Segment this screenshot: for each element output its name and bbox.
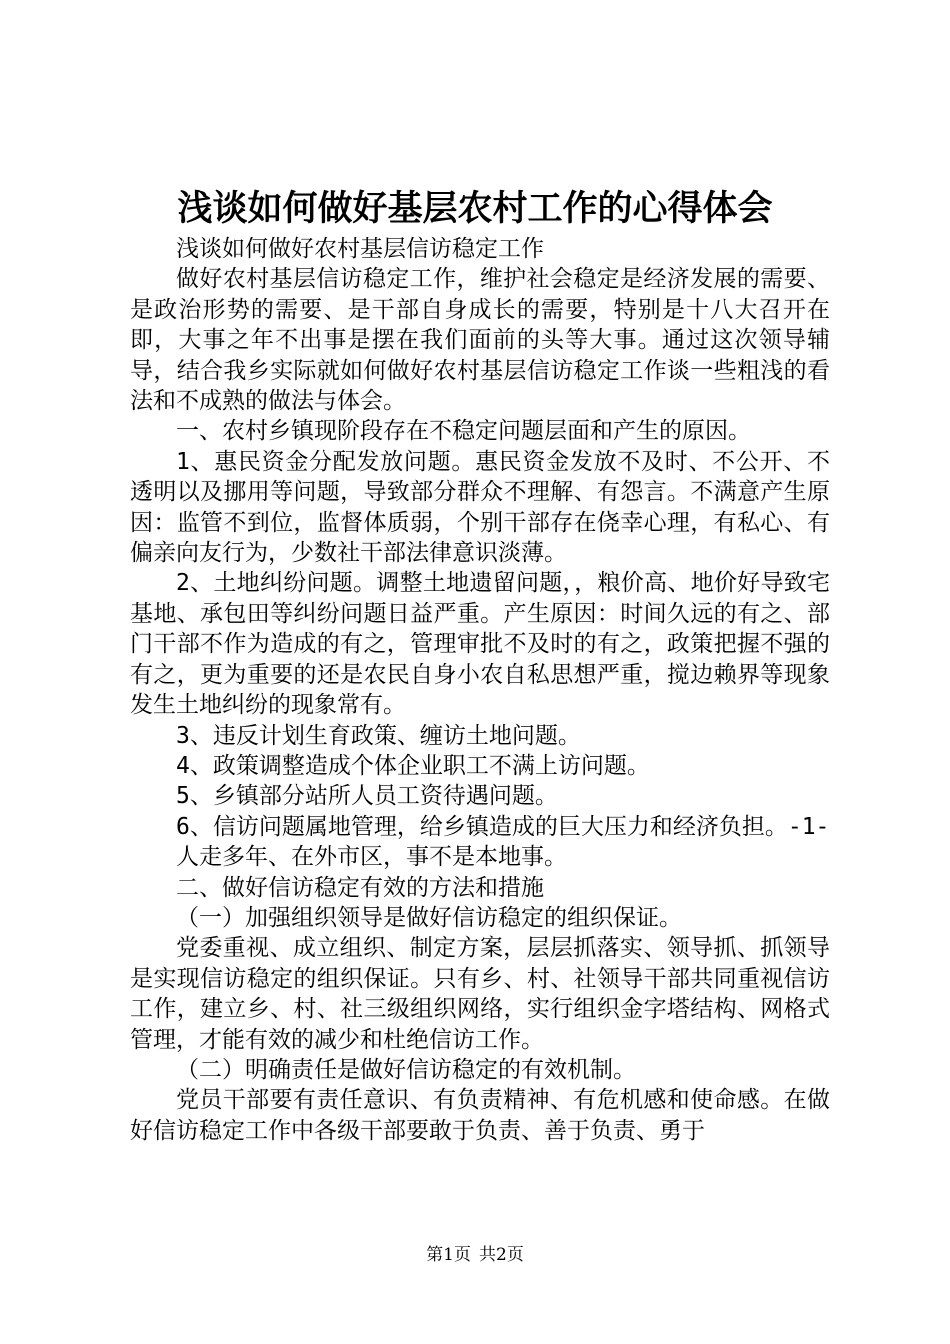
- body-paragraph: 党委重视、成立组织、制定方案，层层抓落实、领导抓、抓领导是实现信访稳定的组织保证。只有乡、村、社领导干部共同重视信访工作，建立乡、村、社三级组织网络，实行组织金字塔结构、网格式管理，才能有效的减少和杜绝信访工作。: [130, 935, 830, 1053]
- document-body: [130, 234, 830, 1146]
- list-item: 5、乡镇部分站所人员工资待遇问题。: [176, 783, 558, 810]
- body-paragraph: 1、惠民资金分配发放问题。惠民资金发放不及时、不公开、不透明以及挪用等问题，导致部分群众不理解、有怨言。不满意产生原因：监管不到位，监督体质弱，个别干部存在侥幸心理，有私心、有偏亲向友行为，少数社干部法律意识淡薄。: [130, 448, 830, 567]
- page-total: 共2页: [479, 1245, 524, 1265]
- list-item: 6、信访问题属地管理，给乡镇造成的巨大压力和经济负担。-1-: [176, 813, 830, 840]
- page-footer: [0, 1244, 950, 1266]
- document-title: 浅谈如何做好基层农村工作的心得体会: [177, 188, 773, 229]
- subtitle-paragraph: 浅谈如何做好农村基层信访稳定工作: [176, 236, 544, 262]
- list-item: 4、政策调整造成个体企业职工不满上访问题。: [176, 752, 650, 779]
- section-heading: 二、做好信访稳定有效的方法和措施: [176, 874, 544, 901]
- body-paragraph: 党员干部要有责任意识、有负责精神、有危机感和使命感。在做好信访稳定工作中各级干部要敢于负责、善于负责、勇于: [130, 1087, 830, 1144]
- page-number: 第1页: [426, 1245, 471, 1265]
- section-heading: 一、农村乡镇现阶段存在不稳定问题层面和产生的原因。: [176, 418, 751, 445]
- body-paragraph: 人走多年、在外市区，事不是本地事。: [176, 844, 567, 871]
- list-item: 3、违反计划生育政策、缠访土地问题。: [176, 722, 581, 749]
- body-paragraph: 做好农村基层信访稳定工作，维护社会稳定是经济发展的需要、是政治形势的需要、是干部自身成长的需要，特别是十八大召开在即，大事之年不出事是摆在我们面前的头等大事。通过这次领导辅导，结合我乡实际就如何做好农村基层信访稳定工作谈一些粗浅的看法和不成熟的做法与体会。: [130, 266, 830, 415]
- sub-section-heading: （二）明确责任是做好信访稳定的有效机制。: [176, 1056, 636, 1083]
- body-paragraph: 2、土地纠纷问题。调整土地遗留问题，，粮价高、地价好导致宅基地、承包田等纠纷问题日益严重。产生原因：时间久远的有之、部门干部不作为造成的有之，管理审批不及时的有之，政策把握不强的有之，更为重要的还是农民自身小农自私思想严重，搅边赖界等现象发生土地纠纷的现象常有。: [130, 570, 830, 719]
- sub-section-heading: （一）加强组织领导是做好信访稳定的组织保证。: [176, 904, 682, 931]
